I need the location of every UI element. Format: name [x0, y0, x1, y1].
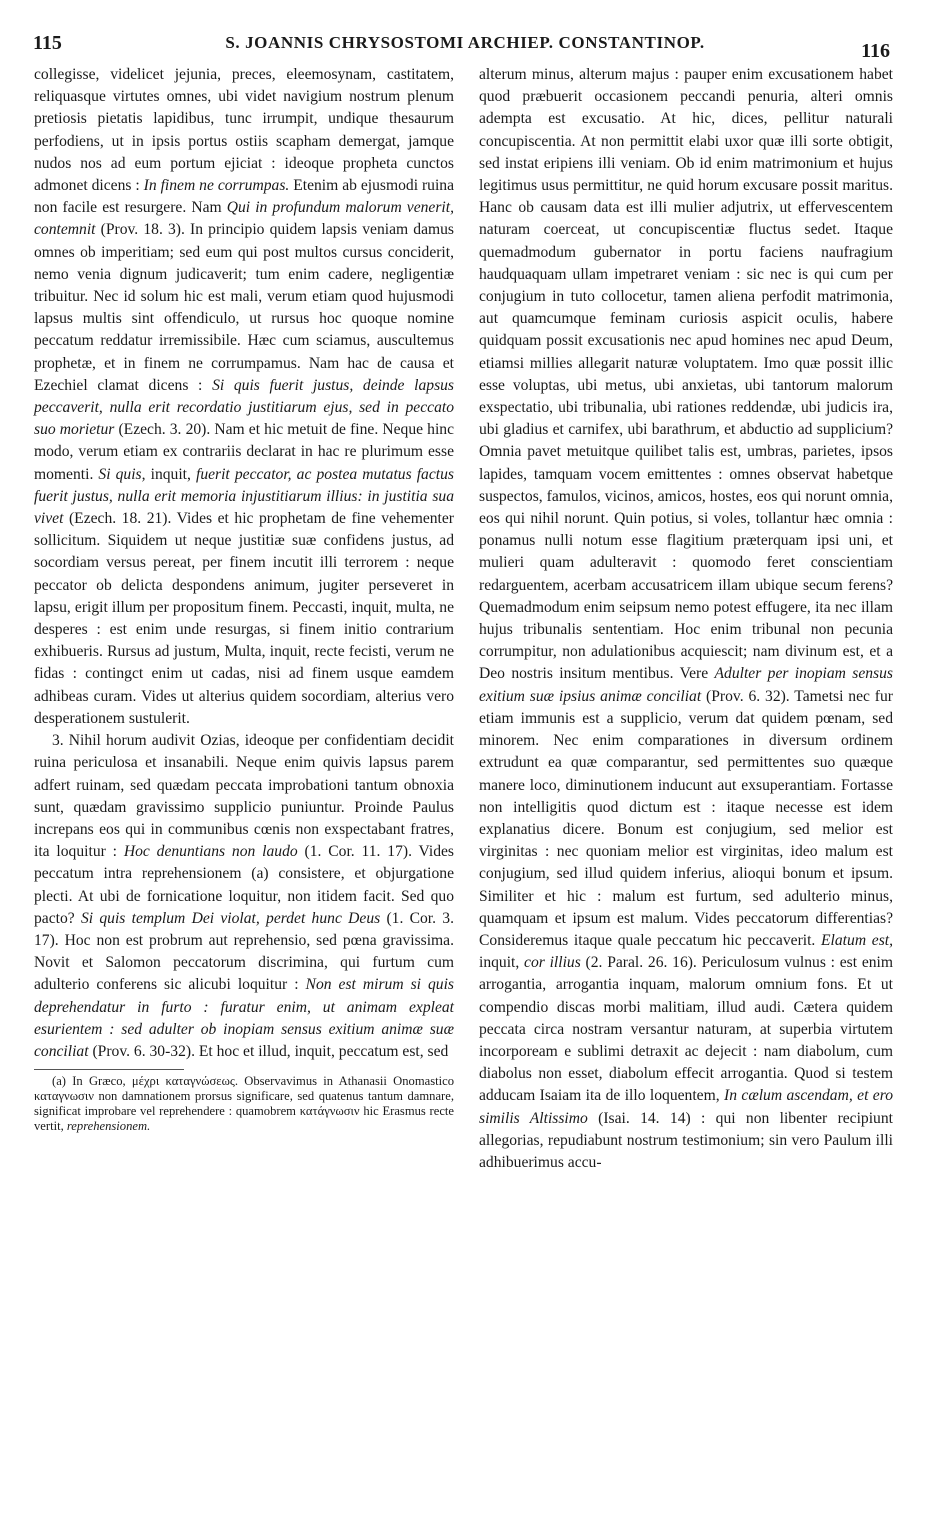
right-text-column — [479, 64, 893, 1174]
left-paragraph-1 — [34, 64, 454, 730]
text-run: Etenim ab ejusmodi ruina non facile est resurgere. Nam — [34, 177, 454, 217]
italic-text-run: reprehensionem. — [66, 1119, 151, 1134]
italic-text-run: Elatum est, — [821, 931, 893, 949]
footnote — [34, 1074, 454, 1134]
text-run: (Isai. 14. 14) : qui non libenter recipiunt allegorias, repudiabunt nostrum testimonium; sin vero Paulum illi adhibuerimus accu- — [479, 1109, 893, 1171]
italic-text-run: fuerit peccator, ac postea mutatus factus fuerit justus, nulla erit memoria injustitiarum illius: in justitia sua vivet — [34, 465, 454, 528]
page-number-left: 115 — [33, 32, 62, 54]
text-run: (Prov. 6. 30-32). Et hoc et illud, inquit, peccatum est, sed — [88, 1042, 449, 1060]
italic-text-run: Qui in profundum malorum venerit, contemnit — [34, 199, 454, 239]
left-paragraph-2 — [34, 730, 454, 1063]
text-run: (Ezech. 3. 20). Nam et hic metuit de fine. Neque hinc modo, verum etiam ex contrariis declarat in hac re plurimum esse momenti. — [34, 421, 455, 483]
italic-text-run: Adulter per inopiam sensus exitium suæ ipsius animæ conciliat — [479, 665, 893, 705]
footnote-divider — [34, 1069, 184, 1070]
text-run: alterum minus, alterum majus : pauper enim excusationem habet quod præbuerit occasionem peccandi penuria, alteri omnis adempta est excusatio. At hic, dices, pellitur naturali concupiscentia. At non permittit elabi uxor quæ illi sorte obtigit, sed instat eripiens illi veniam. Ob id enim matrimonium et hujus legitimus usus permittitur, ne quid horum excusare possit maritus. Hanc ob causam data est illi mulier adjutrix, ut effervescentem naturam coerceat, ut concupiscentiæ fluctus sedet. Itaque quemadmodum gubernator in portu faciens naufragium haudquaquam ullam impetraret veniam : sic nec is qui cum per conjugium in tuto collocetur, tamen aliena perfodit matrimonia, aut quamcumque feminam curiosis aspicit oculis, habere quidquam possit excusationis nec apud homines nec apud Deum, etiamsi millies allegarit naturæ voluptatem. Imo quæ possit illic esse voluptas, ubi metus, ubi anxietas, ubi tantorum malorum exspectatio, ubi tribunalia, ubi rationes reddendæ, ubi judicis ira, ubi gladius et carnifex, ubi barathrum, et abductio ad supplicium? Omnia pavet metuitque quilibet talis est, umbras, parietes, ipsos lapides, tamquam vocem emittentes : omnes observat habetque suspectos, famulos, vicinos, amicos, hostes, eos qui norunt omnia, eos qui nihil norunt. Quin potius, si voles, tollantur hæc omnia : ponamus nulli notum esse flagitium præterquam ipsi uni, et mulieri quam adulteravit : quomodo feret conscientiam redarguentem, acerbam accusatricem illam ubique secum ferens? Quemadmodum enim seipsum nemo potest effugere, ita nec illam hujus tribunalis sententiam. Hoc enim tribunal non pecunia corrumpitur, non adulationibus acquiescit; nam divinum est, et a Deo nostris insitum mentibus. Vere — [479, 66, 893, 683]
page-header — [0, 30, 930, 62]
italic-text-run: In cælum ascendam, et ero similis Altissimo — [479, 1087, 893, 1127]
italic-text-run: In finem ne corrumpas. — [143, 177, 290, 195]
italic-text-run: Si quis fuerit justus, deinde lapsus peccaverit, nulla erit recordatio justitiarum ejus, sed in peccato suo morietur — [34, 376, 455, 439]
left-text-column — [34, 64, 454, 1134]
text-run: (a) In Græco, μέχρι καταγνώσεως. Observavimus in Athanasii Onomastico καταγνωσιν non damnationem prorsus significare, sed quatenus tantum damnare, significat improbare vel reprehendere : quamobrem κατάγνωσιν hic Erasmus recte vertit, — [34, 1074, 454, 1134]
italic-text-run: cor illius — [524, 954, 581, 972]
text-run: (2. Paral. 26. 16). Periculosum vulnus : est enim arrogantia, arrogantia inquam, malorum omnium fons. Et ut compendio discas morbi malitiam, illud audi. Cætera quidem peccata circa nostram versantur naturam, at superbia virtutem incorpoream e sublimi detraxit ac dejecit : nam diabolum, cum diabolus non esset, diabolum effecit arrogantia. Quod si testem adducam Isaiam ita de illo loquentem, — [479, 954, 893, 1105]
running-title: S. JOANNIS CHRYSOSTOMI ARCHIEP. CONSTANTINOP. — [225, 33, 705, 52]
text-run: (1. Cor. 3. 17). Hoc non est probrum aut reprehensio, sed pœna gravissima. Novit et Salomon peccatorum discrimina, qui furtum cum adulterio conferens sic alicubi loquitur : — [34, 909, 454, 994]
text-run: (Prov. 18. 3). In principio quidem lapsis veniam damus omnes ob imperitiam; sed eum qui post multos cursus conciderit, nemo venia dignum judicaverit; tum enim cadere, negligentiæ tribuitur. Nec id solum hic est mali, verum etiam quod hujusmodi lapsus multis sint offendiculo, ut rursus hoc quoque nomine peccatum reddatur irremissibile. Hæc cum sciamus, auscultemus prophetæ, et in finem ne corrumpamus. Nam hac de causa et Ezechiel clamat dicens : — [34, 221, 454, 394]
text-run: (Prov. 6. 32). Tametsi nec fur etiam immunis est a supplicio, verum dat quidem pœnam, sed minorem. Nec enim comparationes in diversum ordinem extrudunt ea quæ comparantur, sed permittentes suo quæque manere loco, diminutionem inducunt aut exsuperantiam. Fortasse non intelligitis quod dictum est : itaque necesse est idem explanatius dicere. Bonum est conjugium, sed melior est virginitas : nec quoniam melior est virginitas, ideo malum est conjugium, sed illud quidem inferius, alioqui bonum et ipsum. Similiter et hic : malum est furtum, sed adulterio minus, quamquam et ipsum est malum. Vides peccatorum differentias? Consideremus itaque quale peccatum hic peccaverit. — [479, 687, 893, 949]
italic-text-run: Si quis, — [98, 465, 146, 483]
italic-text-run: Hoc denuntians non laudo — [123, 843, 298, 861]
italic-text-run: Non est mirum si quis deprehendatur in furto : furatur enim, ut animam expleat esurientem : sed adulter ob inopiam sensus exitium animæ suæ conciliat — [34, 976, 455, 1060]
text-run: 3. Nihil horum audivit Ozias, ideoque per confidentiam decidit ruina periculosa et insanabili. Neque enim quivis lapsus parem adfert ruinam, sed quædam peccata improbationi tantum obnoxia sunt, quædam gravissimo supplicio puniuntur. Proinde Paulus increpans eos qui in communibus cœnis non exspectabant fratres, ita loquitur : — [34, 732, 454, 861]
text-run: (1. Cor. 11. 17). Vides peccatum intra reprehensionem (a) consistere, et objurgatione plecti. At ubi de fornicatione loquitur, non itidem facit. Sed quo pacto? — [34, 843, 454, 927]
text-run: inquit, — [479, 954, 525, 972]
right-paragraph-1 — [479, 64, 893, 1174]
text-run: collegisse, videlicet jejunia, preces, eleemosynam, castitatem, reliquasque virtutes omnes, ubi videt navigium nostrum plenum pretiosis pietatis lapidibus, tunc irrumpit, undique thesaurum perfodiens, ut in ipsis portus ostiis scapham demergat, jamque nudos nos ad eum portum ejiciat : ideoque propheta cunctos admonet dicens : — [34, 66, 454, 195]
text-run: (Ezech. 18. 21). Vides et hic prophetam de fine vehementer sollicitum. Siquidem ut neque justitiæ suæ confidens justus, ad socordiam versus pereat, per finem incutit illi terrorem : neque peccator ob delicta despondens animum, jugiter perseveret in lapsu, erigit illum per propositum finem. Peccasti, inquit, multa, ne desperes : est enim unde resurgas, si finem initio contrarium exhibueris. Rursus ad justum, Multa, inquit, recte fecisti, verum ne fidas : contingct enim ut cadas, nisi ad finem usque eamdem adhibeas curam. Vides ut alterius quidem socordiam, alterius vero desperationem sustulerit. — [34, 510, 454, 727]
italic-text-run: Si quis templum Dei violat, perdet hunc Deus — [80, 909, 381, 927]
text-run: inquit, — [145, 465, 196, 483]
page-number-right: 116 — [861, 40, 890, 62]
